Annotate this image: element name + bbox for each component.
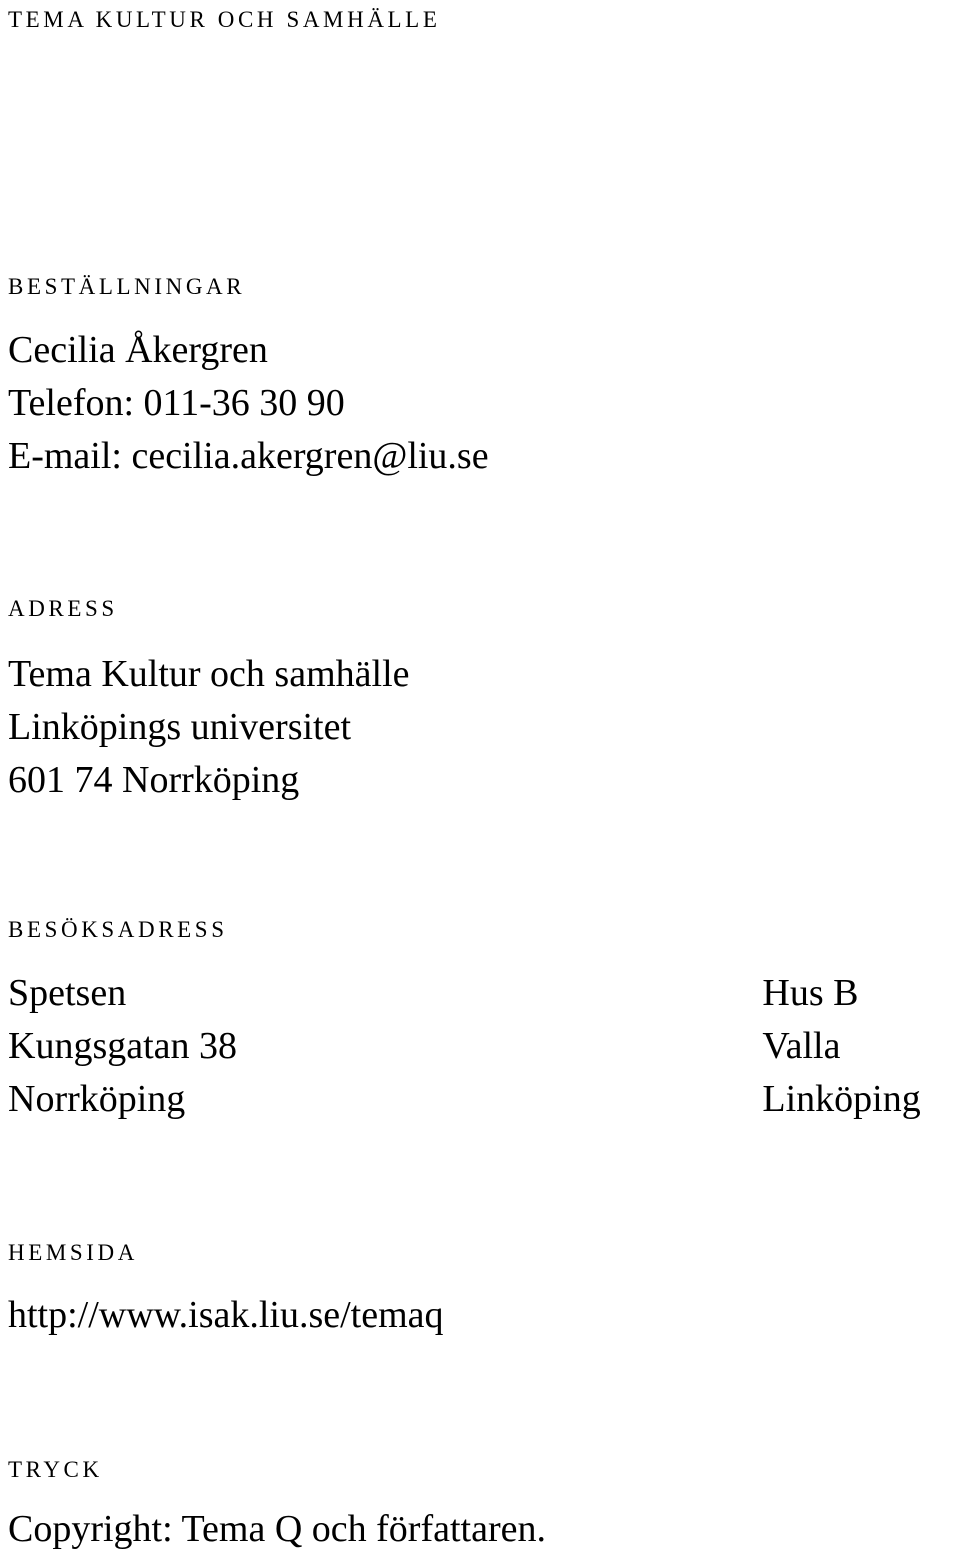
orders-label: BESTÄLLNINGAR <box>8 274 246 299</box>
visiting-address-section <box>8 914 958 1126</box>
address-line: Linköpings universitet <box>8 706 352 748</box>
website-label: HEMSIDA <box>8 1240 138 1265</box>
website-url: http://www.isak.liu.se/temaq <box>8 1294 444 1336</box>
copyright-notice: Copyright: Tema Q och författaren. <box>8 1508 546 1550</box>
visiting-address-line: Norrköping <box>8 1078 186 1120</box>
orders-email: E-mail: cecilia.akergren@liu.se <box>8 435 489 477</box>
address-line: 601 74 Norrköping <box>8 759 300 801</box>
print-label: TRYCK <box>8 1457 103 1482</box>
website-section <box>8 1237 444 1342</box>
visiting-address-line: Kungsgatan 38 <box>8 1025 238 1067</box>
visiting-address-linkoping <box>762 967 958 1126</box>
visiting-address-line: Valla <box>762 1025 841 1067</box>
page-header: TEMA KULTUR OCH SAMHÄLLE <box>8 7 441 32</box>
orders-section <box>8 271 489 483</box>
visiting-address-line: Linköping <box>762 1078 921 1120</box>
orders-contact-name: Cecilia Åkergren <box>8 329 268 371</box>
visiting-address-line: Hus B <box>762 972 859 1014</box>
orders-phone: Telefon: 011-36 30 90 <box>8 382 345 424</box>
address-section <box>8 593 410 807</box>
visiting-address-label: BESÖKSADRESS <box>8 917 228 942</box>
visiting-address-norrkoping <box>8 967 762 1126</box>
visiting-address-line: Spetsen <box>8 972 127 1014</box>
visiting-address-columns <box>8 967 958 1126</box>
address-line: Tema Kultur och samhälle <box>8 653 410 695</box>
print-section <box>8 1454 546 1556</box>
address-label: ADRESS <box>8 596 118 621</box>
